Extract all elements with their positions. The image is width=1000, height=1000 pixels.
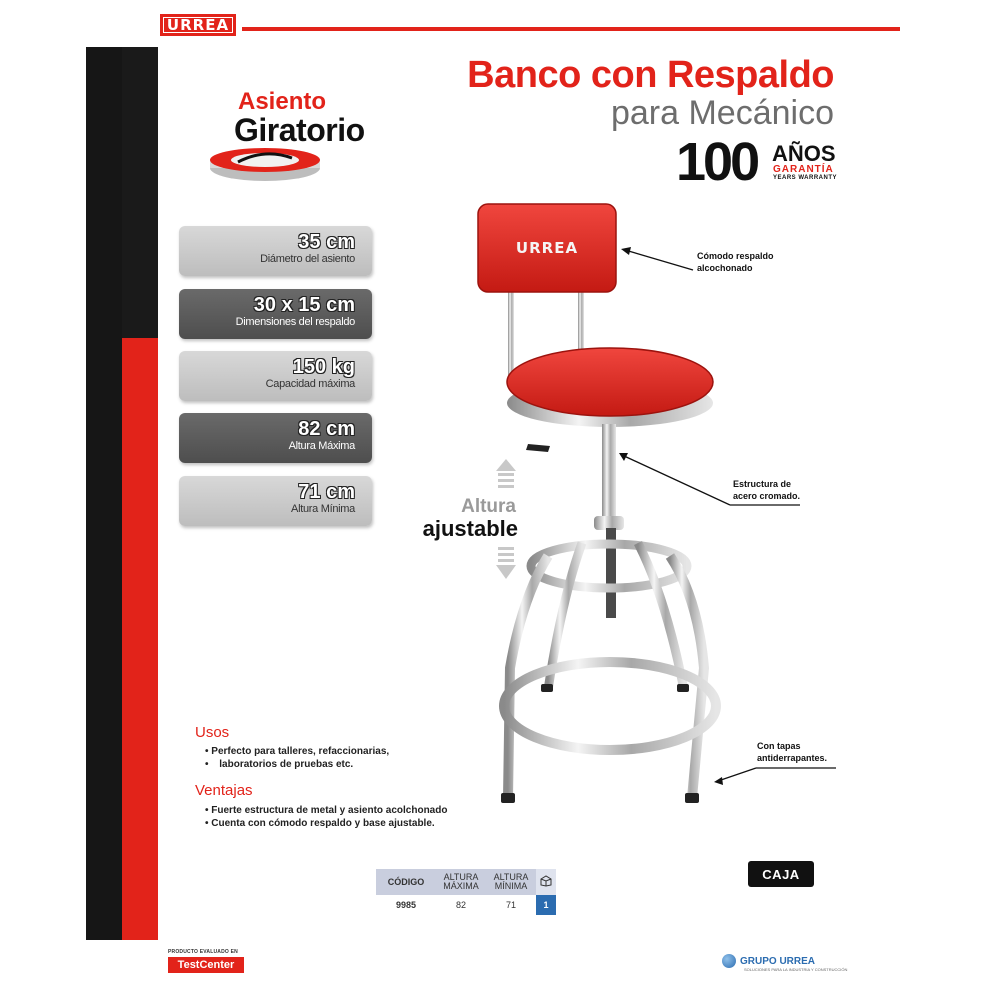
grupo-text: GRUPO URREA <box>740 955 816 967</box>
spec-label: Altura Mínima <box>291 503 355 515</box>
spec-backrest-size <box>179 289 372 339</box>
warranty-label-en: YEARS WARRANTY <box>773 175 838 181</box>
header-text: ALTURA <box>443 872 479 882</box>
callout-structure <box>733 478 800 502</box>
list-item: • Perfecto para talleres, refaccionarias, <box>205 745 389 758</box>
badge-line1: Asiento <box>238 88 327 115</box>
cell-codigo: 9985 <box>395 900 417 910</box>
backrest-logo: URREA <box>515 239 579 257</box>
header-alt-min <box>486 869 536 895</box>
header-alt-max <box>436 869 486 895</box>
warranty-number: 100 <box>676 132 758 192</box>
table-row <box>376 895 556 915</box>
page-subtitle: para Mecánico <box>610 94 834 132</box>
callout-text: alcochonado <box>697 263 753 273</box>
list-item: • Cuenta con cómodo respaldo y base ajustable. <box>205 817 447 830</box>
header-text: MÍNIMA <box>494 881 528 891</box>
list-item: • Fuerte estructura de metal y asiento acolchonado <box>205 804 447 817</box>
callout-text: antiderrapantes. <box>757 753 828 763</box>
grupo-urrea-logo <box>722 954 848 972</box>
swivel-disc-icon <box>208 146 322 182</box>
ventajas-list <box>205 804 447 830</box>
spec-value: 71 cm <box>298 481 355 503</box>
callout-caps <box>757 740 827 764</box>
callout-text: Con tapas <box>757 741 801 751</box>
spec-label: Altura Máxima <box>288 440 355 452</box>
box-icon <box>536 869 556 895</box>
table-header-row <box>376 869 556 895</box>
header-codigo: CÓDIGO <box>376 869 436 895</box>
usos-list <box>205 745 389 771</box>
cell-qty: 1 <box>536 895 556 915</box>
spec-label: Capacidad máxima <box>265 378 355 390</box>
callout-text: Estructura de <box>733 479 792 489</box>
side-bar-black <box>86 47 122 940</box>
spec-max-height <box>179 413 372 463</box>
caja-label: CAJA <box>748 861 814 887</box>
header-text: MÁXIMA <box>443 881 479 891</box>
spec-label: Diámetro del asiento <box>260 253 355 265</box>
callout-text: Cómodo respaldo <box>697 251 774 261</box>
ventajas-heading: Ventajas <box>195 782 253 799</box>
spec-value: 35 cm <box>298 231 355 253</box>
stool-image <box>470 198 750 818</box>
warranty-badge <box>676 133 846 191</box>
adjustable-line1: Altura <box>461 496 516 517</box>
usos-heading: Usos <box>195 724 230 741</box>
header-text: ALTURA <box>493 872 529 882</box>
cell-alt-min: 71 <box>505 900 516 910</box>
testcenter-caption: PRODUCTO EVALUADO EN <box>168 949 238 955</box>
product-table <box>376 869 556 915</box>
side-bar-dark <box>122 47 158 338</box>
warranty-years: AÑOS <box>772 141 836 166</box>
list-item <box>205 758 389 771</box>
spec-value: 150 kg <box>292 356 355 378</box>
swivel-seat-badge <box>200 84 450 194</box>
adjustable-line2: ajustable <box>422 516 518 541</box>
spec-label: Dimensiones del respaldo <box>235 316 355 328</box>
header-rule <box>242 27 900 31</box>
spec-min-height <box>179 476 372 526</box>
list-item-text: laboratorios de pruebas etc. <box>219 759 354 770</box>
badge-line2: Giratorio <box>234 112 365 148</box>
spec-max-capacity <box>179 351 372 401</box>
callout-text: acero cromado. <box>733 491 801 501</box>
spec-value: 82 cm <box>298 418 355 440</box>
testcenter-logo: TestCenter <box>168 957 244 973</box>
urrea-logo: URREA <box>160 14 236 36</box>
callout-backrest <box>697 250 774 274</box>
warranty-label: GARANTÍA <box>773 164 834 175</box>
page-title: Banco con Respaldo <box>467 54 834 96</box>
spec-value: 30 x 15 cm <box>253 294 355 316</box>
spec-seat-diameter <box>179 226 372 276</box>
grupo-subtext: SOLUCIONES PARA LA INDUSTRIA Y CONSTRUCCIÓN <box>744 967 848 972</box>
cell-alt-max: 82 <box>455 900 466 910</box>
globe-icon <box>722 954 736 968</box>
side-bar-red <box>122 338 158 940</box>
